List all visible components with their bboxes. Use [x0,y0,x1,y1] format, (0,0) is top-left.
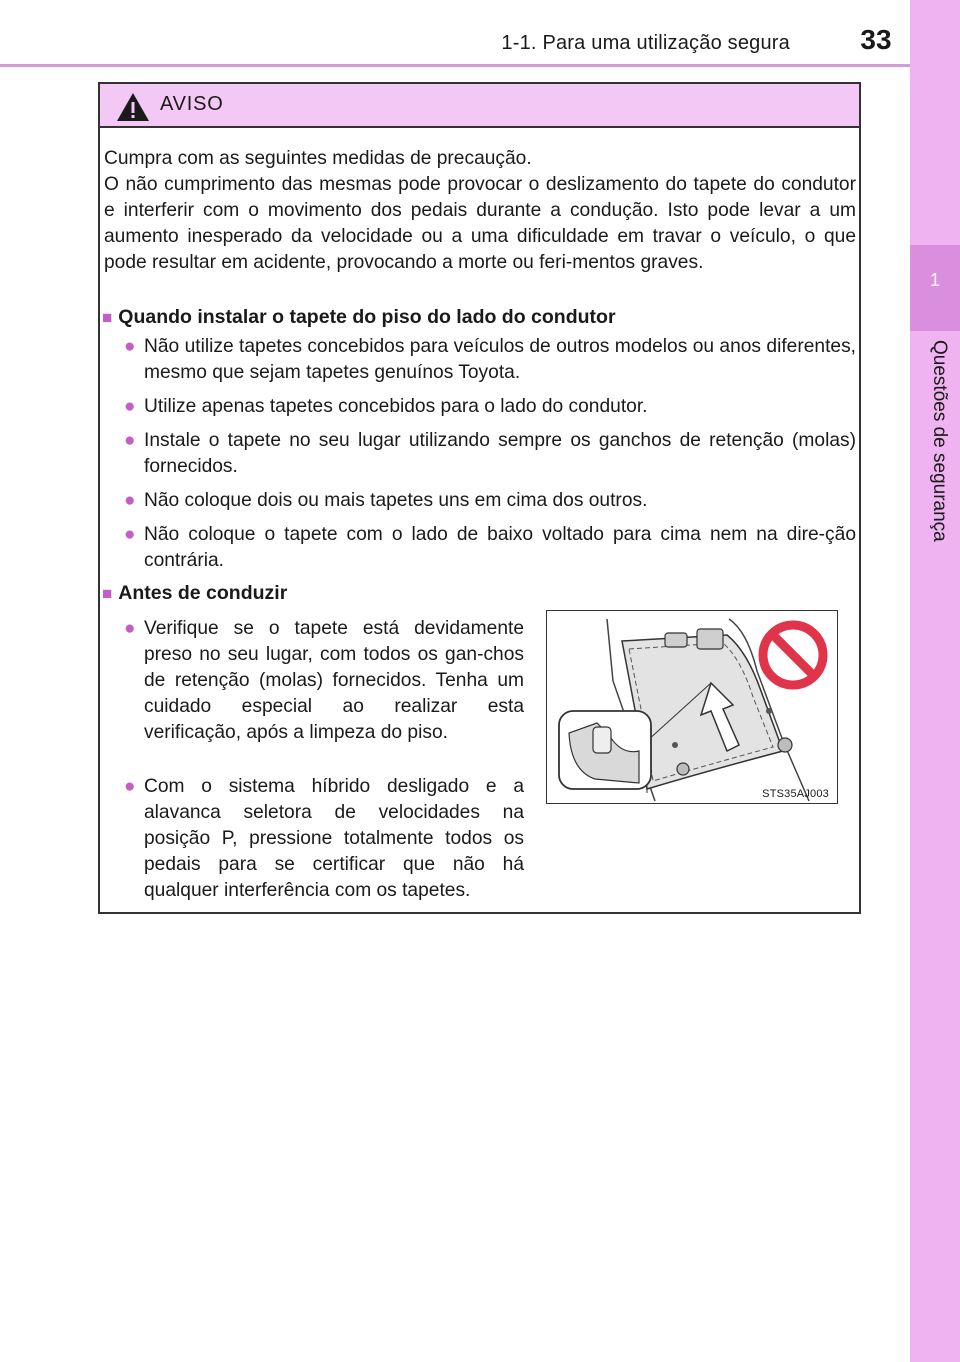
chapter-tab-label: Questões de segurança [929,340,950,542]
header-divider [0,64,910,67]
section-heading-install: ■ Quando instalar o tapete do piso do lado do condutor [102,306,616,328]
list-item: ● Não coloque o tapete com o lado de baixo voltado para cima nem na dire-ção contrária. [124,524,856,571]
list-item: ● Com o sistema híbrido desligado e a alavanca seletora de velocidades na posição P, pressione totalmente todos os pedais para se certificar que não há qualquer interferência com os tapetes. [124,776,524,901]
warning-header [100,84,859,128]
illustration-code: STS35AJ003 [762,788,829,800]
list-item: ● Instale o tapete no seu lugar utilizando sempre os ganchos de retenção (molas) fornecidos. [124,430,856,477]
chapter-tab-number[interactable]: 1 [910,245,960,331]
bullet-dot-icon: ● [124,396,136,417]
section-square-icon: ■ [102,308,113,327]
warning-triangle-icon [116,92,150,122]
bullet-dot-icon: ● [124,618,136,639]
list-item: ● Não coloque dois ou mais tapetes uns em cima dos outros. [124,488,856,514]
floor-mat-illustration [546,610,838,804]
section-heading-before-driving: ■ Antes de conduzir [102,582,288,604]
bullet-dot-icon: ● [124,524,136,545]
bullet-dot-icon: ● [124,490,136,511]
warning-label: AVISO [160,93,224,115]
page-number: 33 [860,24,892,55]
intro-line-1: Cumpra com as seguintes medidas de precaução. [104,148,532,169]
running-header: 1-1. Para uma utilização segura [501,32,790,54]
list-item: ● Não utilize tapetes concebidos para veículos de outros modelos ou anos diferentes, mesmo que sejam tapetes genuínos Toyota. [124,336,856,383]
side-tab [910,0,960,1362]
bullet-dot-icon: ● [124,336,136,357]
floor-mat-drawing [547,611,836,802]
intro-paragraph: O não cumprimento das mesmas pode provocar o deslizamento do tapete do condutor e interferir com o movimento dos pedais durante a condução. Isto pode levar a um aumento inesperado da velocidade ou a uma dificuldade em travar o veículo, o que pode resultar em acidente, provocando a morte ou feri-mentos graves. [104,174,856,273]
list-item: ● Utilize apenas tapetes concebidos para o lado do condutor. [124,394,856,420]
bullet-dot-icon: ● [124,430,136,451]
section-square-icon: ■ [102,584,113,603]
bullet-dot-icon: ● [124,776,136,797]
list-item: ● Verifique se o tapete está devidamente preso no seu lugar, com todos os gan-chos de retenção (molas) fornecidos. Tenha um cuidado especial ao realizar esta verificação, após a limpeza do piso. [124,618,524,743]
